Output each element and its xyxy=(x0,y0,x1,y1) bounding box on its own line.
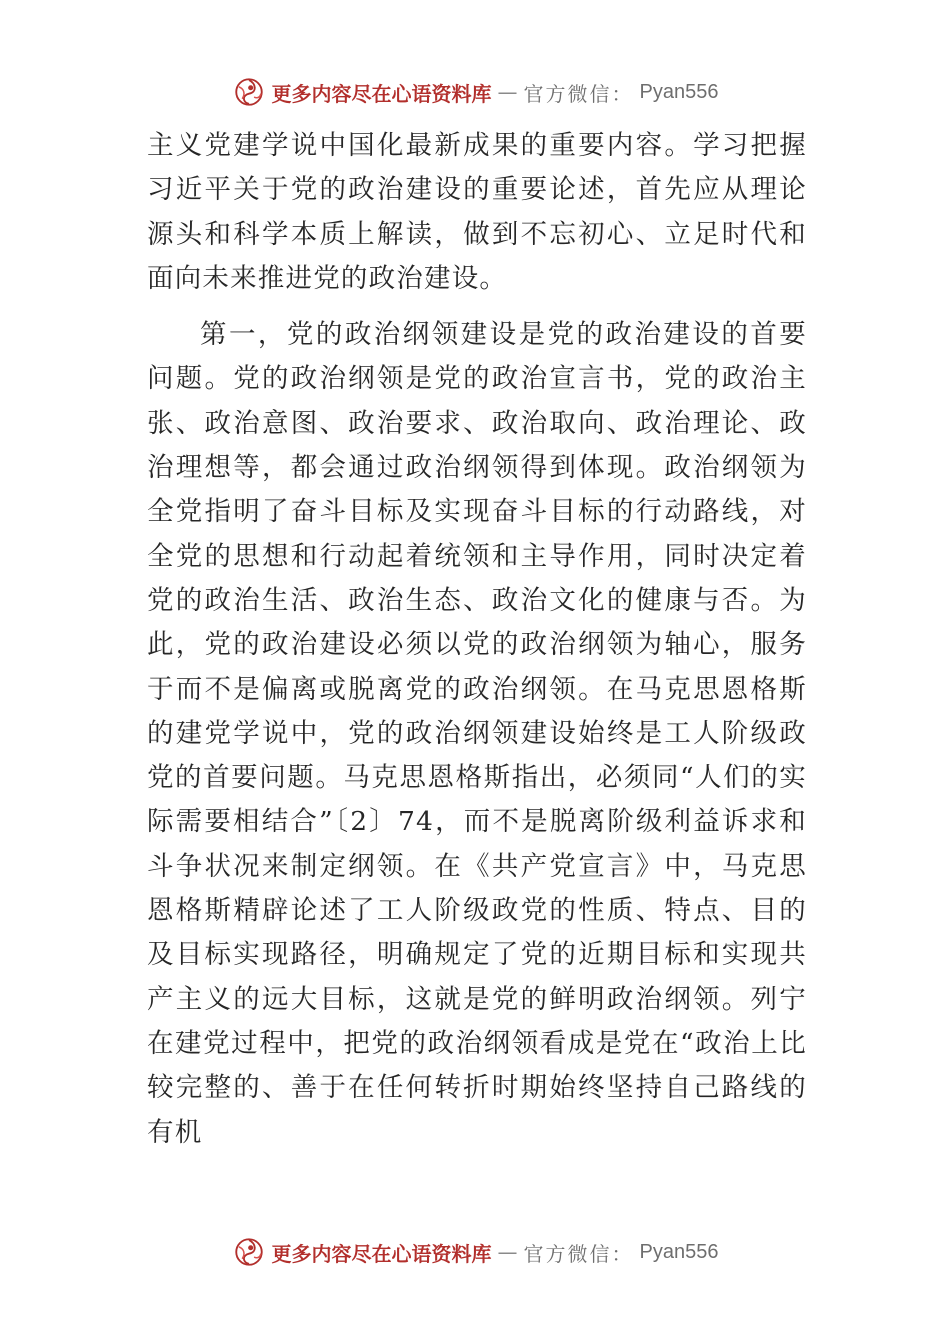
header-wechat-label: 官方微信： xyxy=(523,81,634,106)
header-brand-text: 更多内容尽在心语资料库 xyxy=(271,81,492,106)
paragraph-continuation: 主义党建学说中国化最新成果的重要内容。学习把握习近平关于党的政治建设的重要论述，首先应从理论源头和科学本质上解读，做到不忘初心、立足时代和面向未来推进党的政治建设。 xyxy=(147,130,807,294)
footer-banner xyxy=(0,1232,950,1272)
paragraph-first-point: 第一，党的政治纲领建设是党的政治建设的首要问题。党的政治纲领是党的政治宣言书，党的政治主张、政治意图、政治要求、政治取向、政治理论、政治理想等，都会通过政治纲领得到体现。政治纲领为全党指明了奋斗目标及实现奋斗目标的行动路线，对全党的思想和行动起着统领和主导作用，同时决定着党的政治生活、政治生态、政治文化的健康与否。为此，党的政治建设必须以党的政治纲领为轴心，服务于而不是偏离或脱离党的政治纲领。在马克思恩格斯的建党学说中，党的政治纲领建设始终是工人阶级政党的首要问题。马克思恩格斯指出，必须同“人们的实际需要相结合”〔2〕74，而不是脱离阶级利益诉求和斗争状况来制定纲领。在《共产党宣言》中，马克思恩格斯精辟论述了工人阶级政党的性质、特点、目的及目标实现路径，明确规定了党的近期目标和实现共产主义的远大目标，这就是党的鲜明政治纲领。列宁在建党过程中，把党的政治纲领看成是党在“政治上比较完整的、善于在任何转折时期始终坚持自己路线的有机 xyxy=(147,319,807,1148)
footer-wechat-label: 官方微信： xyxy=(523,1241,634,1266)
header-banner xyxy=(0,72,950,112)
document-body xyxy=(147,124,807,1155)
footer-brand-text: 更多内容尽在心语资料库 xyxy=(271,1241,492,1266)
footer-separator: — xyxy=(497,1240,518,1264)
footer-wechat-id: Pyan556 xyxy=(639,1240,719,1263)
header-separator: — xyxy=(497,80,518,104)
flower-swirl-logo-icon xyxy=(232,1235,266,1269)
header-wechat-id: Pyan556 xyxy=(639,80,719,103)
flower-swirl-logo-icon xyxy=(232,75,266,109)
